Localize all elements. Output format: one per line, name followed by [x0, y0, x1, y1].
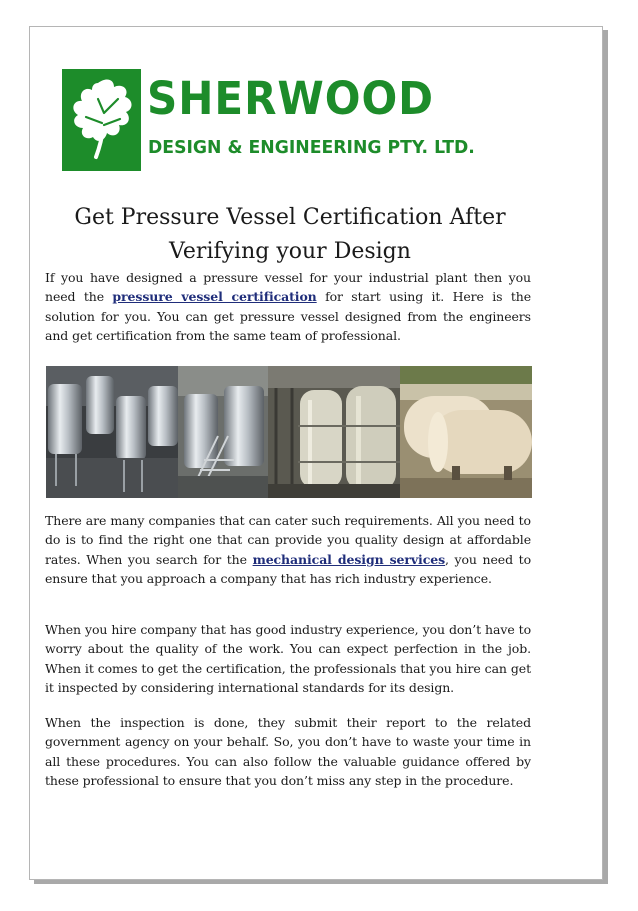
company-logo [62, 69, 518, 171]
mechanical-design-services-link[interactable]: mechanical design services [252, 551, 446, 567]
paragraph-text: , you need to ensure that you approach a company that has rich industry experience. [45, 551, 531, 587]
pressure-vessel-certification-link[interactable]: pressure vessel certification [112, 289, 317, 305]
logo-tagline: DESIGN & ENGINEERING PTY. LTD. [148, 138, 475, 158]
logo-wordmark: SHERWOOD [147, 72, 435, 125]
filter-vessels-photo [268, 366, 400, 498]
paragraph-intro [45, 268, 531, 346]
oak-leaf-logo-icon [62, 69, 141, 171]
pressure-vessel-photos [46, 366, 532, 498]
article-title: Get Pressure Vessel Certification After Verifying your Design [74, 205, 506, 264]
paragraph-text: There are many companies that can cater such requirements. All you need to do is to find the right one that can provide you quality design at affordable rates. When you search for the [45, 513, 531, 567]
paragraph-inspection: When the inspection is done, they submit their report to the related government agency on your behalf. So, you don’t have to waste your time in all these procedures. You can also follow the valuable guidance offered by these professional to ensure that you don’t miss any step in the procedure. [45, 715, 531, 789]
paragraph-companies [45, 511, 531, 589]
stainless-tanks-photo [46, 366, 178, 498]
stainless-stairs-photo [178, 366, 268, 498]
horizontal-tanks-photo [400, 366, 532, 498]
paragraph-text: If you have designed a pressure vessel for your industrial plant then you need the [45, 270, 531, 305]
paragraph-text: for start using it. Here is the solution for you. You can get pressure vessel designed from the engineers and get certification from the same team of professional. [45, 289, 532, 344]
paragraph-experience: When you hire company that has good industry experience, you don’t have to worry about the quality of the work. You can expect perfection in the job. When it comes to get the certification, the professionals that you hire can get it inspected by considering international standards for its design. [45, 622, 531, 696]
